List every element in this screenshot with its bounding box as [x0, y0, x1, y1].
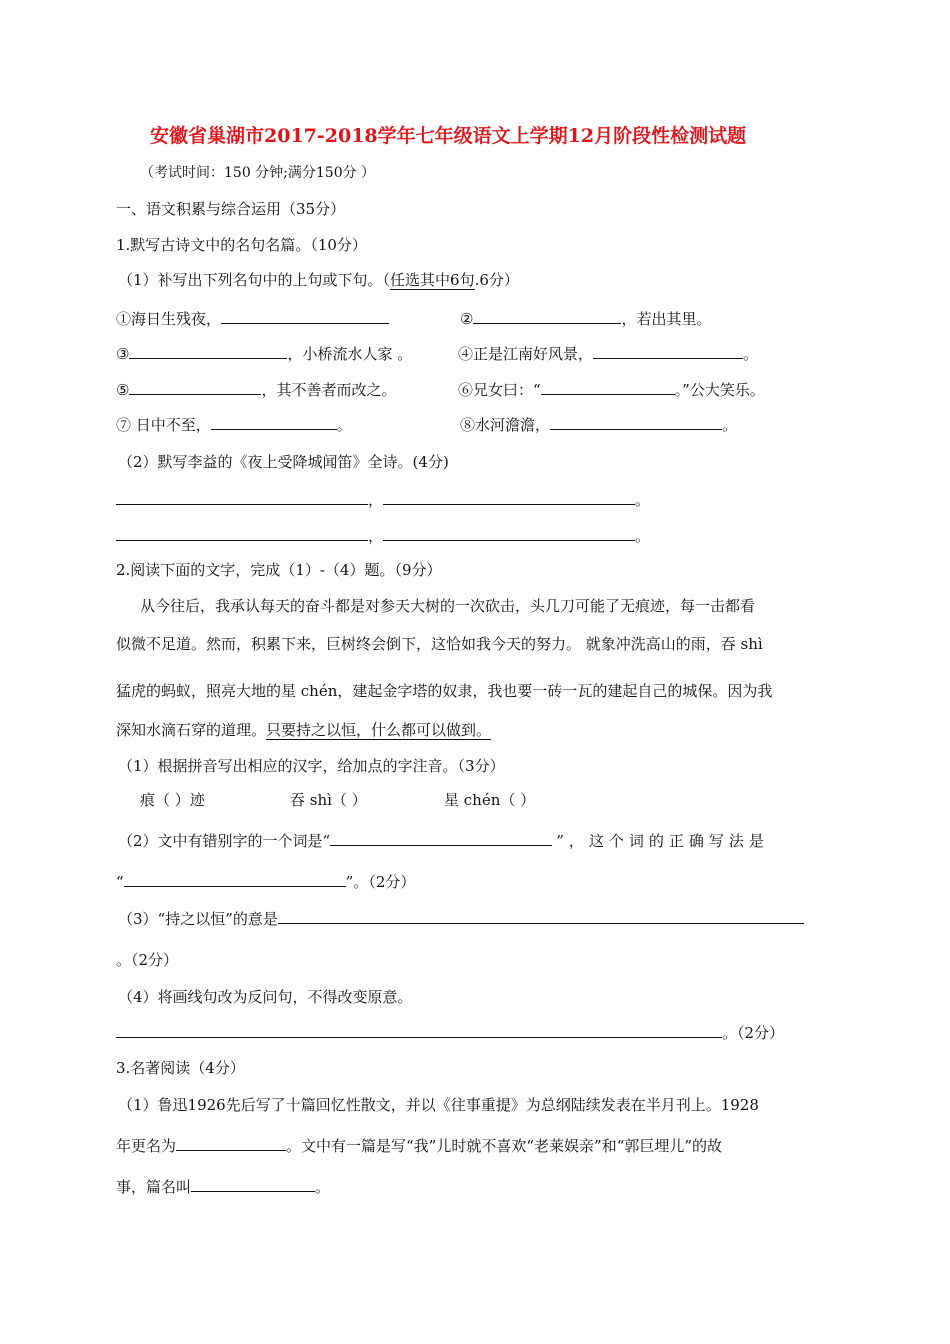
section-heading: 一、语文积累与综合运用（35分） — [116, 200, 346, 218]
fill-item-5-text: ⑤ — [116, 381, 130, 399]
fill-item-5-blank[interactable] — [129, 380, 261, 395]
poem-period-2: 。 — [635, 527, 651, 545]
exam-info: （考试时间：150 分钟;满分150分 ） — [140, 165, 376, 181]
fill-item-4-text: ④正是江南好风景， — [458, 345, 594, 363]
sub1-prefix: （1）补写出下列名句中的上句或下句。（ — [118, 271, 391, 289]
fill-item-5 — [116, 380, 396, 400]
fill-item-1-text: ①海日生残夜， — [116, 310, 222, 328]
question-2-sub3-score: 。（2分） — [116, 951, 179, 969]
question-2-sub3 — [118, 909, 804, 929]
fill-item-3-text: ③ — [116, 345, 130, 363]
fill-item-3-after: ，小桥流水人家 。 — [287, 345, 413, 363]
fill-item-4 — [458, 344, 758, 364]
question-2-sub2-line2 — [116, 872, 415, 892]
fill-item-4-blank[interactable] — [593, 344, 743, 359]
fill-item-2-blank[interactable] — [473, 309, 621, 324]
sub2-text-c: “ — [116, 873, 124, 891]
poem-blank-3[interactable] — [116, 526, 368, 541]
page-title: 安徽省巢湖市2017-2018学年七年级语文上学期12月阶段性检测试题 — [150, 125, 747, 147]
passage-line-4 — [116, 720, 491, 740]
q3-line2-b: 。文中有一篇是写“我”儿时就不喜欢“老莱娱亲”和“郭巨埋儿”的故 — [286, 1137, 723, 1155]
poem-blank-2[interactable] — [383, 490, 635, 505]
poem-blank-1[interactable] — [116, 490, 368, 505]
question-3-line-3 — [116, 1177, 330, 1197]
poem-period-1: 。 — [635, 491, 651, 509]
fill-item-7-text: ⑦ 日中不至， — [116, 416, 211, 434]
question-2-sub4-answer — [116, 1023, 784, 1043]
passage-line-4-text: 深知水滴石穿的道理。 — [116, 721, 267, 739]
passage-line-2: 似微不足道。然而，积累下来，巨树终会倒下，这恰如我今天的努力。 就象冲洗高山的雨，吞 shì — [116, 635, 763, 653]
question-1-sub2: （2）默写李益的《夜上受降城闻笛》全诗。(4分) — [118, 453, 449, 471]
sub1-suffix: .6分） — [474, 271, 519, 289]
pinyin-item-3: 星 chén（ ） — [444, 791, 536, 809]
fill-item-8-after: 。 — [722, 416, 738, 434]
fill-item-8-blank[interactable] — [550, 415, 722, 430]
question-2-sub4: （4）将画线句改为反问句，不得改变原意。 — [118, 988, 413, 1006]
fill-item-5-after: ，其不善者而改之。 — [261, 381, 397, 399]
essay-title-blank[interactable] — [191, 1177, 315, 1192]
poem-comma-1: ， — [368, 491, 384, 509]
q3-line2-a: 年更名为 — [116, 1137, 177, 1155]
fill-item-2-after: ，若出其里。 — [621, 310, 712, 328]
question-1-heading: 1.默写古诗文中的名句名篇。（10分） — [116, 236, 367, 254]
fill-item-6-text: ⑥兄女曰：“ — [458, 381, 541, 399]
poem-comma-2: ， — [368, 527, 384, 545]
question-2-heading: 2.阅读下面的文字，完成（1）-（4）题。（9分） — [116, 561, 442, 579]
wrong-word-blank[interactable] — [330, 831, 552, 846]
q3-line3-b: 。 — [315, 1178, 331, 1196]
fill-item-6-blank[interactable] — [541, 380, 675, 395]
pinyin-item-2: 吞 shì（ ） — [290, 791, 367, 809]
question-3-line-1: （1）鲁迅1926先后写了十篇回忆性散文，并以《往事重提》为总纲陆续发表在半月刊上。1928 — [118, 1096, 759, 1114]
meaning-blank[interactable] — [278, 909, 804, 924]
passage-line-1: 从今往后，我承认每天的奋斗都是对参天大树的一次砍击，头几刀可能了无痕迹，每一击都看 — [140, 597, 756, 615]
poem-line-2 — [116, 526, 650, 546]
q3-line3-a: 事，篇名叫 — [116, 1178, 192, 1196]
fill-item-1 — [116, 309, 389, 329]
fill-item-6 — [458, 380, 765, 400]
sub2-text-a: （2）文中有错别字的一个词是“ — [118, 832, 331, 850]
sub3-text: （3）“持之以恒”的意是 — [118, 910, 278, 928]
pinyin-item-1: 痕（ ）迹 — [140, 791, 205, 809]
sub4-score: 。（2分） — [722, 1024, 785, 1042]
fill-item-4-after: 。 — [743, 345, 759, 363]
question-3-heading: 3.名著阅读（4分） — [116, 1059, 245, 1077]
fill-item-2 — [460, 309, 711, 329]
fill-item-7-blank[interactable] — [211, 415, 337, 430]
fill-item-7-after: 。 — [336, 416, 352, 434]
fill-item-2-text: ② — [460, 310, 474, 328]
fill-item-6-after: 。”公大笑乐。 — [674, 381, 765, 399]
sub2-text-d: ”。（2分） — [345, 873, 416, 891]
fill-item-3 — [116, 344, 412, 364]
question-2-sub1: （1）根据拼音写出相应的汉字，给加点的字注音。（3分） — [118, 757, 505, 775]
poem-blank-4[interactable] — [383, 526, 635, 541]
correct-word-blank[interactable] — [124, 872, 346, 887]
fill-item-7 — [116, 415, 352, 435]
rhetorical-question-blank[interactable] — [116, 1023, 722, 1038]
renamed-title-blank[interactable] — [176, 1136, 286, 1151]
passage-underlined-sentence: 只要持之以恒，什么都可以做到。 — [266, 721, 492, 739]
fill-item-3-blank[interactable] — [129, 344, 287, 359]
fill-item-1-blank[interactable] — [221, 309, 389, 324]
question-2-sub2-line1 — [118, 831, 769, 851]
passage-line-3: 猛虎的蚂蚁，照亮大地的星 chén，建起金字塔的奴隶，我也要一砖一瓦的建起自己的城保。因为我 — [116, 682, 773, 700]
question-3-line-2 — [116, 1136, 722, 1156]
question-1-sub1 — [118, 270, 519, 290]
fill-item-8 — [460, 415, 737, 435]
fill-item-8-text: ⑧水河澹澹， — [460, 416, 551, 434]
sub2-text-b: ”，这个词的正确写法是 — [556, 832, 769, 850]
sub1-dotted-emphasis: 任选其中6句 — [390, 271, 475, 289]
poem-line-1 — [116, 490, 650, 510]
